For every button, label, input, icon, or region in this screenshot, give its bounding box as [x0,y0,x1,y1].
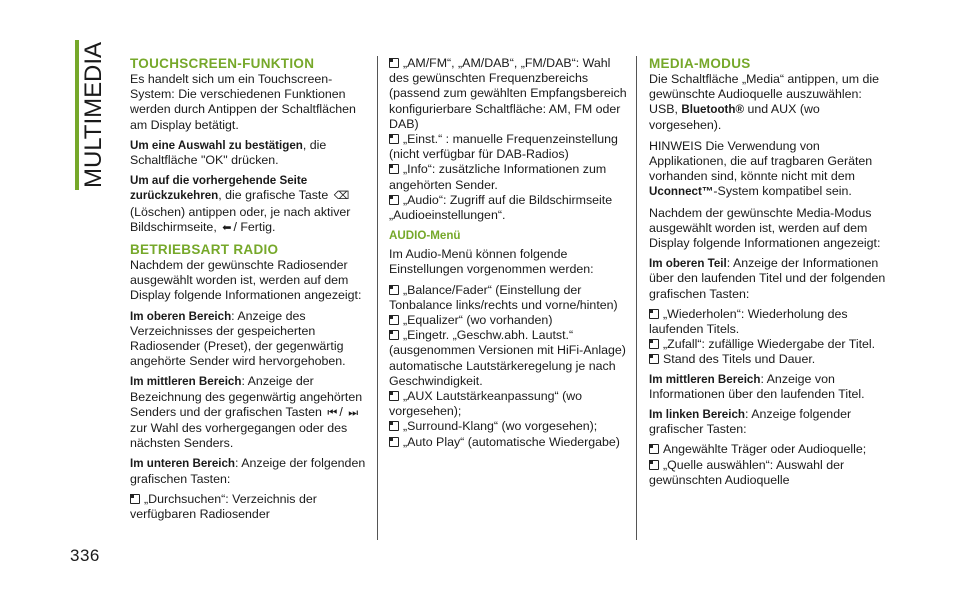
list-item [389,389,629,419]
text-middle-area-2: / [339,404,343,419]
bullet-icon [389,285,399,295]
list-item [389,313,629,328]
text-middle-area-1: : Anzeige der Bezeichnung des gegenwärtig angehörten Senders und der grafischen Tasten [130,374,363,419]
text-lower-area: : Anzeige der folgenden grafischen Tasten: [130,456,366,486]
paragraph-radio: Nachdem der gewünschte Radiosender ausgewählt worden ist, werden auf dem Display folgende Informationen angezeigt: [130,258,362,303]
text-back-1: , die grafische Taste [218,188,329,203]
paragraph-top-part [649,256,889,302]
list-item-text: „Einst.“ : manuelle Frequenzeinstellung (nicht verfügbar für DAB-Radios) [389,132,618,162]
list-item-text: „Zufall“: zufällige Wiedergabe der Titel. [663,337,876,352]
heading-media-mode: MEDIA-MODUS [649,56,751,71]
list-item [389,162,629,192]
list-item-text: „Audio“: Zugriff auf die Bildschirmseite „Audioeinstellungen“. [389,192,613,223]
bullet-icon [649,444,659,454]
list-item [649,307,889,337]
list-item [389,193,629,223]
list-item [649,337,889,352]
text-back-2: (Löschen) antippen oder, je nach aktiver Bildschirmseite, [130,204,351,234]
section-title-text: MULTIMEDIA [80,41,107,188]
text-top-area: : Anzeige des Verzeichnisses der gespeicherten Radiosender (Preset), der gegenwärtig angehörte Sender wird hervorgehoben. [130,308,346,369]
term-middle-part: Im mittleren Bereich [649,372,761,386]
paragraph-note [649,139,889,200]
term-lower-area: Im unteren Bereich [130,457,236,471]
list-item [649,458,889,488]
paragraph-back [130,173,370,236]
paragraph-media-1 [649,72,889,133]
list-item [389,328,629,389]
list-item [389,435,629,450]
list-item-text: „AM/FM“, „AM/DAB“, „FM/DAB“: Wahl des gewünschten Frequenzbereichs (passend zum gewählten Empfangsbereich konfigurierbare Schaltfläche: AM, FM oder DAB) [389,56,627,131]
paragraph-touchscreen: Es handelt sich um ein Touchscreen-System: Die verschiedenen Funktionen werden durch Antippen der Schaltflächen am Display betätigt. [130,72,356,132]
list-item [649,352,889,367]
list-item-text: „Balance/Fader“ (Einstellung der Tonbalance links/rechts und vorne/hinten) [389,282,618,312]
text-confirm: , die Schaltfläche "OK" drücken. [130,137,327,168]
text-note-c: -System kompatibel sein. [713,184,852,199]
term-top-part: Im oberen Teil [649,257,727,271]
list-item-text: Angewählte Träger oder Audioquelle; [663,442,867,457]
list-item-browse [130,492,370,522]
list-item [649,442,889,457]
paragraph-middle-part [649,372,889,402]
list-item-text: „Quelle auswählen“: Auswahl der gewünschten Audioquelle [649,457,845,487]
list-item-text: „Eingetr. „Geschw.abh. Lautst.“ (ausgenommen Versionen mit HiFi-Anlage) automatische Lautstärkeregelung je nach Geschwindigkeit. [389,328,626,388]
heading-audio-menu: AUDIO-Menü [389,229,461,243]
column-3 [649,56,889,488]
paragraph-lower-area [130,456,370,486]
list-item-text: „Durchsuchen“: Verzeichnis der verfügbaren Radiosender [130,491,317,522]
text-media-1c: und AUX (wo vorgesehen). [649,102,820,132]
list-item-text: „Wiederholen“: Wiederholung des laufenden Titels. [649,306,848,337]
section-accent-bar [75,40,79,190]
term-uconnect: Uconnect™ [649,185,714,199]
page-number: 336 [70,546,100,565]
bullet-icon [649,339,659,349]
column-2 [389,56,629,450]
bullet-icon [649,309,659,319]
term-left-part: Im linken Bereich [649,408,746,422]
term-bluetooth: Bluetooth® [681,103,745,117]
bullet-icon [389,330,399,340]
list-item-text: „Equalizer“ (wo vorhanden) [403,313,553,328]
text-note-a: HINWEIS Die Verwendung von Applikationen, die auf tragbaren Geräten vorhanden sind, könnte nicht mit dem [649,138,873,184]
delete-key-icon: ⌫ [333,190,350,203]
term-confirm: Um eine Auswahl zu bestätigen [130,138,303,152]
back-arrow-icon: ⬅ [222,221,232,234]
text-back-3: / Fertig. [233,219,276,234]
bullet-icon [389,164,399,174]
bullet-icon [389,421,399,431]
list-item-text: „AUX Lautstärkeanpassung“ (wo vorgesehen); [389,389,583,419]
bullet-icon [389,58,399,68]
section-title-graphic [73,40,107,190]
text-top-part: : Anzeige der Informationen über den laufenden Titel und der folgenden grafischen Tasten: [649,256,886,301]
list-item-text: „Auto Play“ (automatische Wiedergabe) [403,434,620,449]
list-item-text: Stand des Titels und Dauer. [663,352,816,367]
bullet-icon [130,494,140,504]
bullet-icon [389,391,399,401]
bullet-icon [389,315,399,325]
paragraph-confirm [130,138,370,168]
bullet-icon [389,134,399,144]
text-media-1a: Die Schaltfläche „Media“ antippen, um die gewünschte Audioquelle auszuwählen: USB, [649,72,880,117]
skip-next-icon: ⏭ [348,406,359,419]
bullet-icon [649,460,659,470]
term-top-area: Im oberen Bereich [130,309,232,323]
column-divider [636,56,637,540]
list-item [389,132,629,162]
term-back: Um auf die vorhergehende Seite zurückzukehren [130,174,308,203]
column-1 [130,56,370,522]
bullet-icon [389,195,399,205]
column-divider [377,56,378,540]
bullet-icon [389,437,399,447]
paragraph-audio-menu: Im Audio-Menü können folgende Einstellungen vorgenommen werden: [389,247,594,277]
list-item-text: „Info“: zusätzliche Informationen zum angehörten Sender. [389,162,607,192]
skip-previous-icon: ⏮ [327,406,338,419]
text-middle-part: : Anzeige von Informationen über den laufenden Titel. [649,371,865,401]
list-item [389,419,629,434]
heading-radio: BETRIEBSART RADIO [130,242,279,258]
list-item [389,283,629,313]
paragraph-media-3: Nachdem der gewünschte Media-Modus ausgewählt worden ist, werden auf dem Display folgende Informationen angezeigt: [649,205,881,251]
list-item-text: „Surround-Klang“ (wo vorgesehen); [403,419,598,434]
section-title [73,40,107,190]
paragraph-top-area [130,309,370,370]
heading-touchscreen: TOUCHSCREEN-FUNKTION [130,56,315,71]
list-item [389,56,629,132]
term-middle-area: Im mittleren Bereich [130,375,242,389]
bullet-icon [649,354,659,364]
paragraph-left-part [649,407,889,437]
text-left-part: : Anzeige folgender grafischer Tasten: [649,407,852,437]
text-middle-area-3: zur Wahl des vorhergegangen oder des nächsten Senders. [130,421,348,451]
paragraph-middle-area [130,374,370,451]
